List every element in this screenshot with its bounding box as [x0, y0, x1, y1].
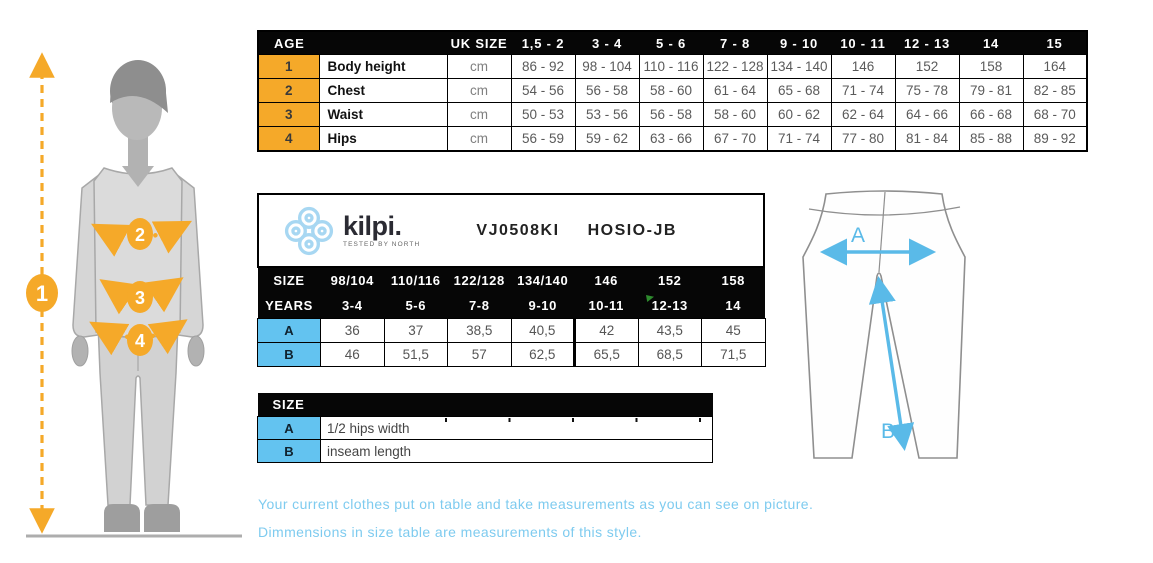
table-cell: 51,5	[384, 343, 448, 367]
figure-right-hand	[188, 336, 204, 366]
table-cell: 71 - 74	[831, 79, 895, 103]
table-cell: 61 - 64	[703, 79, 767, 103]
uk-size-header: UK SIZE	[447, 31, 511, 55]
table-cell: 38,5	[448, 319, 512, 343]
body-measurement-figure	[18, 33, 250, 545]
product-style-name: HOSIO-JB	[587, 221, 677, 239]
table-cell: 152	[895, 55, 959, 79]
years-col: 7-8	[448, 293, 512, 319]
table-cell: 43,5	[638, 319, 702, 343]
years-label: YEARS	[258, 293, 321, 319]
table-cell: 68 - 70	[1023, 103, 1087, 127]
chest-badge-label: 2	[134, 225, 146, 245]
table-cell: 57	[448, 343, 512, 367]
table-row-waist	[258, 103, 1087, 127]
table-cell: 63 - 66	[639, 127, 703, 152]
size-col: 122/128	[448, 268, 512, 293]
height-badge-label: 1	[35, 281, 49, 306]
row-label: Hips	[319, 127, 447, 152]
table-cell: 81 - 84	[895, 127, 959, 152]
years-col: 5-6	[384, 293, 448, 319]
row-key: B	[258, 440, 321, 463]
size-label: SIZE	[258, 268, 321, 293]
table-cell: 37	[384, 319, 448, 343]
row-label: Chest	[319, 79, 447, 103]
age-table-header-row	[258, 31, 1087, 55]
product-code-id: VJ0508KI	[476, 221, 560, 239]
row-key: A	[258, 417, 321, 440]
size-col: 134/140	[511, 268, 575, 293]
age-col: 3 - 4	[575, 31, 639, 55]
table-cell: 67 - 70	[703, 127, 767, 152]
table-cell: 68,5	[638, 343, 702, 367]
years-col: 10-11	[575, 293, 639, 319]
table-cell: 75 - 78	[895, 79, 959, 103]
row-key: A	[258, 319, 321, 343]
table-cell: 164	[1023, 55, 1087, 79]
years-col: 12-13	[638, 293, 702, 319]
row-unit: cm	[447, 55, 511, 79]
table-cell: 65 - 68	[767, 79, 831, 103]
measurement-notes	[258, 490, 813, 546]
table-cell: 71,5	[702, 343, 766, 367]
size-col: 98/104	[321, 268, 385, 293]
note-line: Dimmensions in size table are measurements of this style.	[258, 524, 642, 540]
figure-right-shoe	[144, 504, 180, 532]
age-col: 12 - 13	[895, 31, 959, 55]
table-cell: 45	[702, 319, 766, 343]
brand-name: kilpi.	[343, 210, 402, 241]
table-cell: 66 - 68	[959, 103, 1023, 127]
years-header-row	[258, 293, 766, 319]
table-cell: 56 - 58	[575, 79, 639, 103]
size-col: 146	[575, 268, 639, 293]
waist-badge-label: 3	[134, 288, 146, 308]
table-cell: 56 - 58	[639, 103, 703, 127]
brand-logo	[281, 203, 420, 259]
table-cell: 86 - 92	[511, 55, 575, 79]
figure-left-shoe	[104, 504, 140, 532]
inseam-length-label: B	[881, 420, 896, 443]
figure-left-hand	[72, 336, 88, 366]
row-unit: cm	[447, 127, 511, 152]
legend-desc: 1/2 hips width	[321, 417, 713, 440]
legend-desc: inseam length	[321, 440, 713, 463]
legend-column-ticks	[445, 418, 712, 422]
table-cell: 36	[321, 319, 385, 343]
years-col: 3-4	[321, 293, 385, 319]
table-cell: 110 - 116	[639, 55, 703, 79]
brand-tagline: TESTED BY NORTH	[343, 240, 421, 248]
row-number: 1	[258, 55, 319, 79]
table-cell: 65,5	[575, 343, 639, 367]
table-cell: 46	[321, 343, 385, 367]
table-cell: 53 - 56	[575, 103, 639, 127]
years-col: 9-10	[511, 293, 575, 319]
table-cell: 40,5	[511, 319, 575, 343]
row-label: Waist	[319, 103, 447, 127]
table-cell: 134 - 140	[767, 55, 831, 79]
age-col: 7 - 8	[703, 31, 767, 55]
legend-header-row	[258, 393, 713, 417]
table-cell: 85 - 88	[959, 127, 1023, 152]
table-cell: 79 - 81	[959, 79, 1023, 103]
table-row-body-height	[258, 55, 1087, 79]
years-col: 14	[702, 293, 766, 319]
row-number: 2	[258, 79, 319, 103]
age-measurements-table	[257, 30, 1088, 152]
table-row-b	[258, 343, 766, 367]
age-col: 10 - 11	[831, 31, 895, 55]
table-row-hips	[258, 127, 1087, 152]
table-cell: 62,5	[511, 343, 575, 367]
table-cell: 64 - 66	[895, 103, 959, 127]
product-header-box	[257, 193, 765, 268]
table-cell: 158	[959, 55, 1023, 79]
row-number: 4	[258, 127, 319, 152]
table-cell: 98 - 104	[575, 55, 639, 79]
pants-measurement-diagram	[789, 184, 984, 469]
age-col: 5 - 6	[639, 31, 703, 55]
row-key: B	[258, 343, 321, 367]
legend-row-b	[258, 440, 713, 463]
table-cell: 50 - 53	[511, 103, 575, 127]
hips-width-label: A	[851, 224, 866, 247]
row-number: 3	[258, 103, 319, 127]
age-header: AGE	[258, 31, 447, 55]
size-col: 152	[638, 268, 702, 293]
table-cell: 89 - 92	[1023, 127, 1087, 152]
table-row-chest	[258, 79, 1087, 103]
row-unit: cm	[447, 79, 511, 103]
row-unit: cm	[447, 103, 511, 127]
table-row-a	[258, 319, 766, 343]
table-cell: 122 - 128	[703, 55, 767, 79]
row-label: Body height	[319, 55, 447, 79]
product-code	[420, 222, 763, 240]
product-size-table	[257, 268, 766, 367]
size-header-row	[258, 268, 766, 293]
kilpi-knot-icon	[281, 203, 337, 259]
table-cell: 54 - 56	[511, 79, 575, 103]
table-cell: 60 - 62	[767, 103, 831, 127]
table-cell: 56 - 59	[511, 127, 575, 152]
table-cell: 77 - 80	[831, 127, 895, 152]
table-cell: 146	[831, 55, 895, 79]
age-col: 9 - 10	[767, 31, 831, 55]
size-col: 158	[702, 268, 766, 293]
age-col: 1,5 - 2	[511, 31, 575, 55]
table-cell: 82 - 85	[1023, 79, 1087, 103]
legend-header: SIZE	[258, 393, 713, 417]
hips-badge-label: 4	[134, 331, 146, 351]
size-col: 110/116	[384, 268, 448, 293]
table-cell: 71 - 74	[767, 127, 831, 152]
measurement-legend-table	[257, 393, 713, 463]
table-cell: 59 - 62	[575, 127, 639, 152]
table-cell: 58 - 60	[639, 79, 703, 103]
table-cell: 62 - 64	[831, 103, 895, 127]
age-col: 14	[959, 31, 1023, 55]
note-line: Your current clothes put on table and take measurements as you can see on picture.	[258, 496, 814, 512]
age-col: 15	[1023, 31, 1087, 55]
table-cell: 58 - 60	[703, 103, 767, 127]
table-cell: 42	[575, 319, 639, 343]
